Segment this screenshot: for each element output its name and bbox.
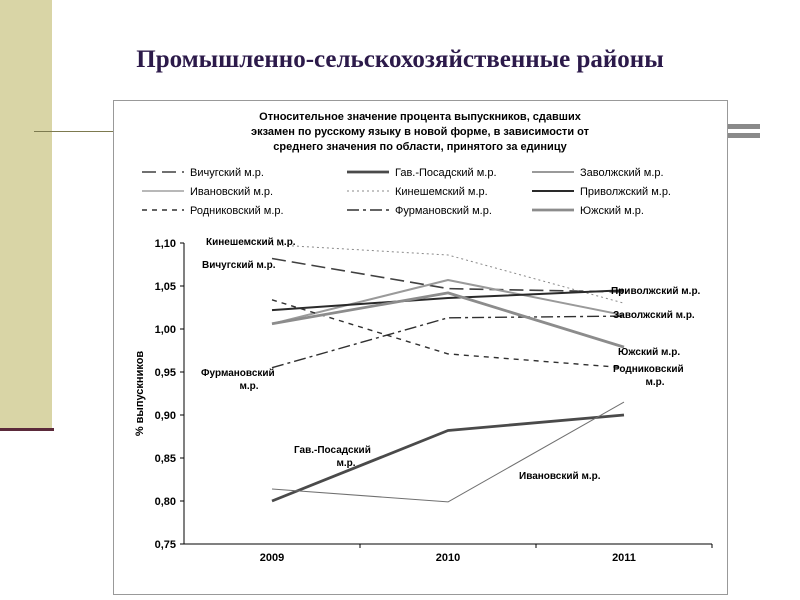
- y-tick-label: 0,75: [154, 539, 176, 551]
- left-decor-edge: [0, 428, 54, 431]
- legend-label: Южский м.р.: [580, 205, 644, 217]
- series-annotation: Вичугский м.р.: [202, 260, 276, 271]
- series-annotation: Заволжский м.р.: [613, 310, 695, 321]
- series-annotation: Родниковский: [613, 364, 684, 375]
- legend-label: Ивановский м.р.: [190, 186, 274, 198]
- legend-label: Гав.-Посадский м.р.: [395, 167, 497, 179]
- chart-title-line: Относительное значение процента выпускников, сдавших: [259, 111, 581, 123]
- series-annotation: Кинешемский м.р.: [206, 237, 296, 248]
- page-title: Промышленно-сельскохозяйственные районы: [136, 46, 664, 73]
- y-tick-label: 0,85: [154, 453, 176, 465]
- y-tick-label: 1,00: [154, 324, 176, 336]
- chart-container: [113, 100, 728, 595]
- series-annotation: Фурмановский: [201, 368, 275, 379]
- x-tick-label: 2010: [435, 552, 461, 564]
- series-annotation: Ивановский м.р.: [519, 471, 601, 482]
- legend-label: Кинешемский м.р.: [395, 186, 488, 198]
- series-annotation: Гав.-Посадский: [294, 445, 371, 456]
- y-tick-label: 0,80: [154, 496, 176, 508]
- series-line: [272, 245, 624, 304]
- legend-label: Вичугский м.р.: [190, 167, 264, 179]
- y-tick-label: 0,90: [154, 410, 176, 422]
- decor-rule-left: [34, 131, 114, 132]
- y-tick-label: 0,95: [154, 367, 176, 379]
- series-line: [272, 415, 624, 501]
- legend-label: Заволжский м.р.: [580, 167, 664, 179]
- series-annotation: м.р.: [239, 381, 259, 392]
- line-chart: [114, 101, 727, 594]
- x-tick-label: 2009: [259, 552, 285, 564]
- legend-label: Родниковский м.р.: [190, 205, 284, 217]
- series-annotation: м.р.: [645, 377, 665, 388]
- legend-label: Приволжский м.р.: [580, 186, 671, 198]
- series-line: [272, 316, 624, 368]
- legend-label: Фурмановский м.р.: [395, 205, 492, 217]
- series-line: [272, 293, 624, 347]
- y-axis-title: % выпускников: [134, 350, 146, 437]
- chart-title-line: экзамен по русскому языку в новой форме, в зависимости от: [251, 126, 589, 138]
- series-annotation: Приволжский м.р.: [611, 286, 701, 297]
- series-annotation: Южский м.р.: [618, 347, 681, 358]
- x-tick-label: 2011: [612, 552, 636, 564]
- series-line: [272, 259, 624, 293]
- chart-title-line: среднего значения по области, принятого за единицу: [273, 141, 567, 153]
- y-tick-label: 1,10: [154, 238, 176, 250]
- series-annotation: м.р.: [336, 458, 356, 469]
- y-tick-label: 1,05: [154, 281, 176, 293]
